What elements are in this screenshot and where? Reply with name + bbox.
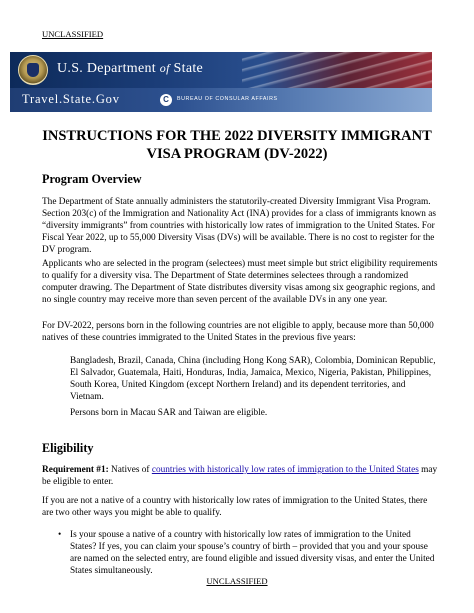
flag-stripes-decoration	[242, 52, 432, 88]
overview-paragraph-1: The Department of State annually administers the statutorily-created Diversity Immigrant Visa Program. Section 203(c) of the Immigration and Nationality Act (INA) provides for a class of immigrants known as “diversity immigrants” from countries with historically low rates of immigration to the United States. For Fiscal Year 2022, up to 55,000 Diversity Visas (DVs) will be available. There is no cost to register for the DV program.	[42, 197, 436, 255]
bureau-name: BUREAU OF CONSULAR AFFAIRS	[177, 96, 278, 102]
dept-prefix: U.S. Department	[57, 61, 156, 76]
requirement-1-paragraph	[42, 465, 438, 489]
macau-taiwan-note: Persons born in Macau SAR and Taiwan are eligible.	[70, 408, 268, 418]
requirement-1-post: may be eligible to enter.	[42, 465, 438, 487]
state-department-banner[interactable]	[10, 52, 432, 112]
department-title	[57, 61, 203, 77]
overview-paragraph-3: For DV-2022, persons born in the following countries are not eligible to apply, because more than 50,000 natives of these countries immigrated to the United States in the previous five years:	[42, 321, 434, 343]
bullet-icon: •	[58, 530, 62, 540]
classification-header: UNCLASSIFIED	[42, 29, 104, 39]
seal-shield-icon	[27, 63, 39, 77]
state-department-seal-icon	[18, 55, 48, 85]
document-title	[30, 127, 444, 163]
classification-footer: UNCLASSIFIED	[206, 576, 268, 586]
requirement-1-pre: Natives of	[108, 465, 152, 475]
travel-state-gov-link[interactable]: Travel.State.Gov	[22, 92, 120, 106]
overview-paragraph-2: Applicants who are selected in the program (selectees) must meet simple but strict eligibility requirements to qualify for a diversity visa. The Department of State determines selectees through a randomized computer drawing. The Department of State distributes diversity visas among six geographic regions, and no single country may receive more than seven percent of the available DVs in any one year.	[42, 259, 438, 305]
title-line-2: VISA PROGRAM (DV-2022)	[146, 146, 328, 162]
dept-of: of	[159, 61, 170, 75]
title-line-1: INSTRUCTIONS FOR THE 2022 DIVERSITY IMMIGRANT	[42, 128, 432, 144]
program-overview-heading: Program Overview	[42, 172, 142, 186]
eligibility-heading: Eligibility	[42, 441, 94, 455]
consular-affairs-icon: C	[160, 94, 172, 106]
dept-suffix: State	[173, 61, 204, 76]
other-ways-paragraph: If you are not a native of a country with historically low rates of immigration to the United States, there are two other ways you might be able to qualify.	[42, 496, 428, 518]
low-immigration-countries-link[interactable]: countries with historically low rates of immigration to the United States	[151, 465, 419, 475]
spouse-bullet-item: Is your spouse a native of a country with historically low rates of immigration to the United States? If yes, you can claim your spouse’s country of birth – provided that you and your spouse are named on the selected entry, are found eligible and issued diversity visas, and enter the United States simultaneously.	[70, 530, 435, 576]
requirement-1-label: Requirement #1:	[42, 465, 109, 475]
ineligible-countries-list: Bangladesh, Brazil, Canada, China (including Hong Kong SAR), Colombia, Dominican Republic, El Salvador, Guatemala, Haiti, Honduras, India, Jamaica, Mexico, Nigeria, Pakistan, Philippines, South Korea, United Kingdom (except Northern Ireland) and its dependent territories, and Vietnam.	[70, 356, 436, 402]
